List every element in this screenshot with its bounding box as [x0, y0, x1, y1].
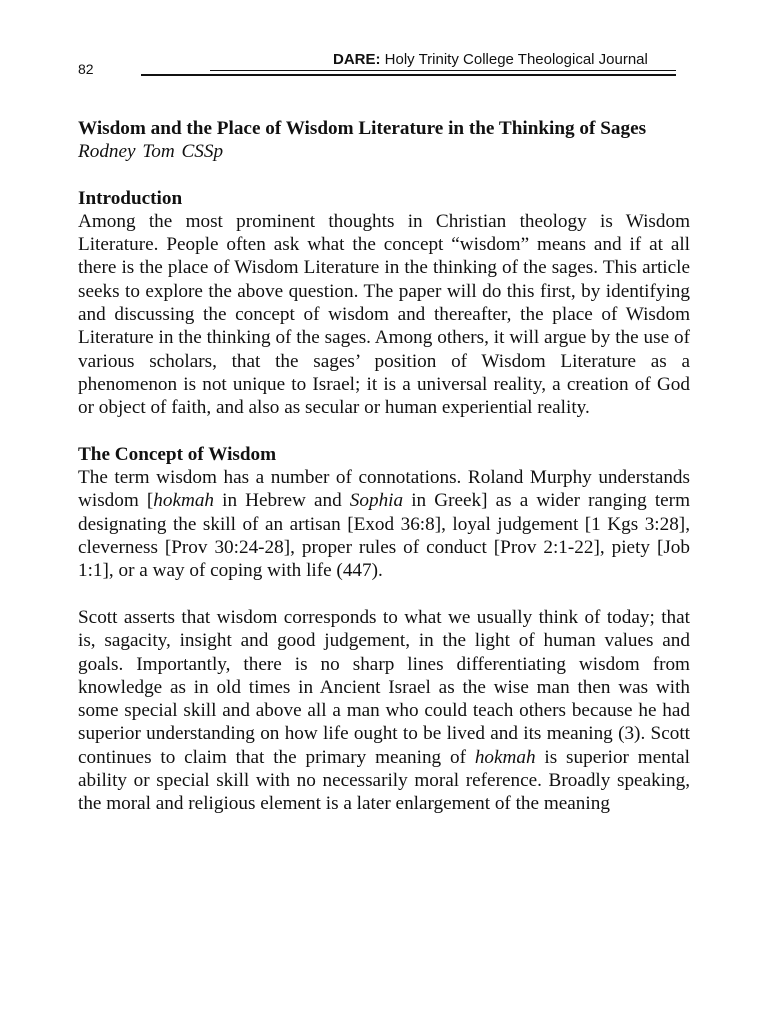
concept-paragraph-1 [78, 466, 690, 582]
text-run: The term wisdom has a number of connotations. Roland Murphy understands wisdom [ [78, 467, 690, 512]
paragraph-gap [78, 420, 690, 443]
article-body [78, 117, 690, 816]
paragraph-gap [78, 583, 690, 606]
header-rule [210, 70, 676, 71]
italic-term: Sophia [349, 490, 404, 512]
header-rule-long [141, 74, 676, 76]
italic-term: hokmah [153, 490, 215, 512]
concept-paragraph-2 [78, 606, 690, 816]
concept-heading: The Concept of Wisdom [78, 443, 277, 465]
text-run: Scott asserts that wisdom corresponds to what we usually think of today; that is, sagacity, insight and good judgement, in the light of human values and goals. Importantly, there is no sharp lines differentiating wisdom from knowledge as in old times in Ancient Israel as the wise man then was with some special skill and above all a man who could teach others because he had superior understanding on how life ought to be lived and its meaning (3). Scott continues to claim that the primary meaning of [78, 606, 690, 768]
text-run: is superior mental ability or special skill with no necessarily moral reference. Broadly speaking, the moral and religious element is a later enlargement of the meaning [78, 746, 690, 815]
running-header [333, 51, 648, 68]
article-title: Wisdom and the Place of Wisdom Literature in the Thinking of Sages [78, 118, 647, 139]
italic-term: hokmah [474, 746, 536, 768]
journal-name-rest: Holy Trinity College Theological Journal [380, 51, 648, 68]
journal-name-bold: DARE: [333, 51, 381, 68]
introduction-paragraph: Among the most prominent thoughts in Christian theology is Wisdom Literature. People often ask what the concept “wisdom” means and if at all there is the place of Wisdom Literature in the thinking of the sages. This article seeks to explore the above question. The paper will do this first, by identifying and discussing the concept of wisdom and thereafter, the place of Wisdom Literature in the thinking of the sages. Among others, it will argue by the use of various scholars, that the sages’ position of Wisdom Literature as a phenomenon is not unique to Israel; it is a universal reality, a creation of God or object of faith, and also as secular or human experiential reality. [78, 210, 690, 419]
page-number: 82 [78, 61, 94, 77]
text-run: in Hebrew and [214, 490, 350, 512]
text-run: in Greek] as a wider ranging term designating the skill of an artisan [Exod 36:8], loyal judgement [1 Kgs 3:28], cleverness [Prov 30:24-28], proper rules of conduct [Prov 2:1-22], piety [Job 1:1], or a way of coping with life (447). [78, 490, 690, 582]
introduction-heading: Introduction [78, 187, 183, 209]
article-author: Rodney Tom CSSp [78, 141, 224, 163]
